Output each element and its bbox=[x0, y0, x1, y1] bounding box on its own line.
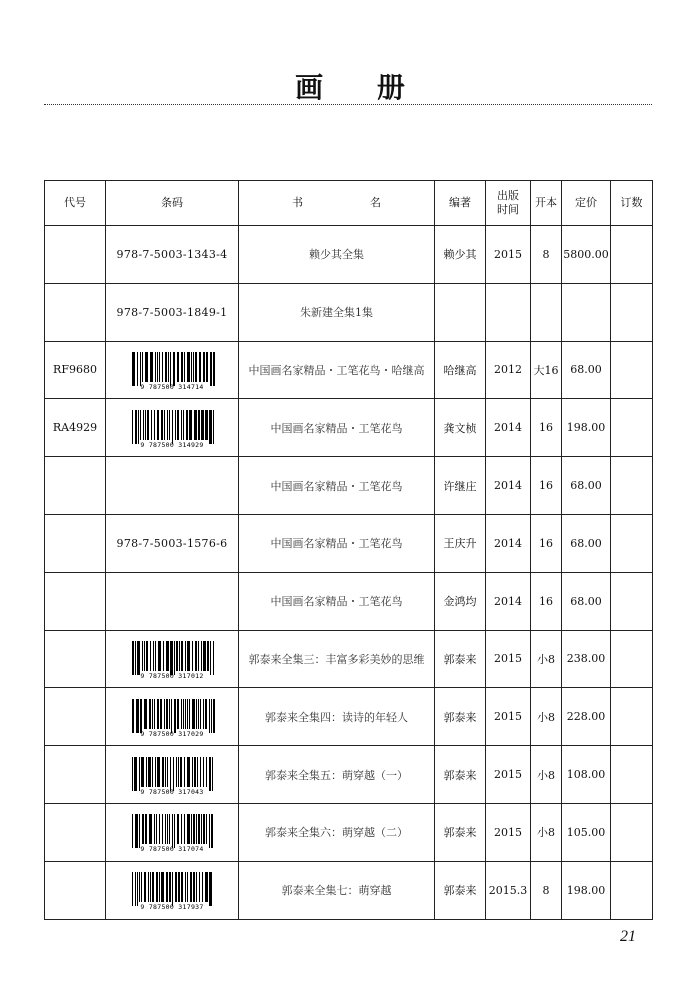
table-row bbox=[45, 572, 653, 630]
barcode-digits: 9 787500 317937 bbox=[140, 903, 204, 911]
barcode-image bbox=[124, 697, 220, 737]
header-title: 书 名 bbox=[239, 181, 435, 226]
table-row bbox=[45, 341, 653, 399]
cell-order bbox=[611, 514, 653, 572]
cell-code bbox=[45, 226, 106, 284]
header-author: 编著 bbox=[435, 181, 486, 226]
cell-code bbox=[45, 746, 106, 804]
cell-format: 16 bbox=[531, 399, 562, 457]
cell-year: 2015 bbox=[486, 803, 531, 861]
header-year bbox=[486, 181, 531, 226]
header-format: 开本 bbox=[531, 181, 562, 226]
barcode-digits: 9 787500 317012 bbox=[140, 671, 204, 679]
barcode-image bbox=[124, 639, 220, 679]
cell-price: 108.00 bbox=[562, 746, 611, 804]
cell-order bbox=[611, 341, 653, 399]
cell-year: 2015 bbox=[486, 226, 531, 284]
cell-author: 郭泰来 bbox=[435, 746, 486, 804]
cell-author: 郭泰来 bbox=[435, 861, 486, 919]
cell-year bbox=[486, 283, 531, 341]
cell-order bbox=[611, 226, 653, 284]
cell-barcode bbox=[106, 341, 239, 399]
cell-code: RA4929 bbox=[45, 399, 106, 457]
cell-barcode: 978-7-5003-1343-4 bbox=[106, 226, 239, 284]
cell-code bbox=[45, 514, 106, 572]
barcode-digits: 9 787500 314714 bbox=[140, 382, 204, 390]
table-row bbox=[45, 457, 653, 515]
cell-format: 小8 bbox=[531, 688, 562, 746]
cell-author: 许继庄 bbox=[435, 457, 486, 515]
header-year-line2: 时间 bbox=[497, 203, 519, 216]
cell-title: 中国画名家精品・工笔花鸟 bbox=[239, 399, 435, 457]
table-row bbox=[45, 226, 653, 284]
cell-code bbox=[45, 688, 106, 746]
cell-order bbox=[611, 803, 653, 861]
table-row bbox=[45, 803, 653, 861]
cell-format: 小8 bbox=[531, 630, 562, 688]
cell-format: 大16 bbox=[531, 341, 562, 399]
cell-title: 中国画名家精品・工笔花鸟 bbox=[239, 572, 435, 630]
cell-order bbox=[611, 861, 653, 919]
cell-year: 2015 bbox=[486, 746, 531, 804]
cell-title: 赖少其全集 bbox=[239, 226, 435, 284]
cell-price bbox=[562, 283, 611, 341]
cell-barcode bbox=[106, 746, 239, 804]
cell-year: 2014 bbox=[486, 514, 531, 572]
table-row bbox=[45, 630, 653, 688]
cell-barcode bbox=[106, 803, 239, 861]
cell-format: 小8 bbox=[531, 746, 562, 804]
cell-price: 5800.00 bbox=[562, 226, 611, 284]
cell-author: 郭泰来 bbox=[435, 803, 486, 861]
barcode-image bbox=[124, 350, 220, 390]
cell-price: 68.00 bbox=[562, 514, 611, 572]
cell-format: 小8 bbox=[531, 803, 562, 861]
cell-barcode bbox=[106, 572, 239, 630]
cell-year: 2015 bbox=[486, 688, 531, 746]
header-price: 定价 bbox=[562, 181, 611, 226]
cell-order bbox=[611, 688, 653, 746]
cell-format: 16 bbox=[531, 572, 562, 630]
cell-order bbox=[611, 399, 653, 457]
cell-author bbox=[435, 283, 486, 341]
cell-title: 郭泰来全集六：萌穿越（二） bbox=[239, 803, 435, 861]
page-title: 画 册 bbox=[295, 71, 427, 104]
barcode-image bbox=[124, 408, 220, 448]
header-order: 订数 bbox=[611, 181, 653, 226]
barcode-digits: 9 787500 317074 bbox=[140, 845, 204, 853]
cell-title: 郭泰来全集四：读诗的年轻人 bbox=[239, 688, 435, 746]
cell-price: 68.00 bbox=[562, 457, 611, 515]
cell-year: 2012 bbox=[486, 341, 531, 399]
barcode-digits: 9 787500 314929 bbox=[140, 440, 204, 448]
barcode-digits: 9 787500 317029 bbox=[140, 729, 204, 737]
cell-code bbox=[45, 630, 106, 688]
cell-order bbox=[611, 572, 653, 630]
cell-author: 金鸿均 bbox=[435, 572, 486, 630]
cell-price: 238.00 bbox=[562, 630, 611, 688]
cell-price: 68.00 bbox=[562, 341, 611, 399]
barcode-image bbox=[124, 870, 220, 910]
cell-code bbox=[45, 861, 106, 919]
cell-order bbox=[611, 457, 653, 515]
table-row bbox=[45, 746, 653, 804]
cell-format: 8 bbox=[531, 226, 562, 284]
cell-barcode bbox=[106, 457, 239, 515]
cell-year: 2015 bbox=[486, 630, 531, 688]
cell-year: 2014 bbox=[486, 572, 531, 630]
table-row bbox=[45, 399, 653, 457]
cell-author: 哈继高 bbox=[435, 341, 486, 399]
cell-title: 中国画名家精品・工笔花鸟 bbox=[239, 514, 435, 572]
cell-code: RF9680 bbox=[45, 341, 106, 399]
catalog-table bbox=[44, 180, 653, 920]
cell-order bbox=[611, 630, 653, 688]
cell-author: 郭泰来 bbox=[435, 630, 486, 688]
cell-barcode bbox=[106, 630, 239, 688]
cell-author: 赖少其 bbox=[435, 226, 486, 284]
table-row bbox=[45, 514, 653, 572]
table-header-row bbox=[45, 181, 653, 226]
cell-title: 朱新建全集1集 bbox=[239, 283, 435, 341]
cell-title: 郭泰来全集五：萌穿越（一） bbox=[239, 746, 435, 804]
header-code: 代号 bbox=[45, 181, 106, 226]
barcode-image bbox=[124, 812, 220, 852]
cell-title: 郭泰来全集七：萌穿越 bbox=[239, 861, 435, 919]
dotted-divider bbox=[44, 104, 652, 105]
cell-author: 王庆升 bbox=[435, 514, 486, 572]
cell-barcode bbox=[106, 861, 239, 919]
cell-title: 中国画名家精品・工笔花鸟 bbox=[239, 457, 435, 515]
cell-order bbox=[611, 283, 653, 341]
header-barcode: 条码 bbox=[106, 181, 239, 226]
cell-format: 16 bbox=[531, 457, 562, 515]
cell-price: 198.00 bbox=[562, 861, 611, 919]
cell-year: 2015.3 bbox=[486, 861, 531, 919]
cell-price: 228.00 bbox=[562, 688, 611, 746]
cell-price: 105.00 bbox=[562, 803, 611, 861]
cell-author: 郭泰来 bbox=[435, 688, 486, 746]
cell-title: 郭泰来全集三：丰富多彩美妙的思维 bbox=[239, 630, 435, 688]
cell-year: 2014 bbox=[486, 399, 531, 457]
cell-barcode bbox=[106, 688, 239, 746]
cell-price: 198.00 bbox=[562, 399, 611, 457]
cell-price: 68.00 bbox=[562, 572, 611, 630]
page-number: 21 bbox=[620, 928, 636, 945]
cell-barcode: 978-7-5003-1849-1 bbox=[106, 283, 239, 341]
cell-author: 龚文桢 bbox=[435, 399, 486, 457]
cell-code bbox=[45, 283, 106, 341]
barcode-image bbox=[124, 755, 220, 795]
table-row bbox=[45, 861, 653, 919]
cell-order bbox=[611, 746, 653, 804]
header-year-line1: 出版 bbox=[497, 189, 519, 202]
cell-format bbox=[531, 283, 562, 341]
table-row bbox=[45, 283, 653, 341]
cell-code bbox=[45, 803, 106, 861]
table-row bbox=[45, 688, 653, 746]
cell-barcode bbox=[106, 399, 239, 457]
cell-barcode: 978-7-5003-1576-6 bbox=[106, 514, 239, 572]
cell-code bbox=[45, 572, 106, 630]
barcode-digits: 9 787500 317043 bbox=[140, 787, 204, 795]
cell-code bbox=[45, 457, 106, 515]
cell-year: 2014 bbox=[486, 457, 531, 515]
table-body bbox=[45, 226, 653, 920]
cell-format: 16 bbox=[531, 514, 562, 572]
cell-format: 8 bbox=[531, 861, 562, 919]
cell-title: 中国画名家精品・工笔花鸟・哈继高 bbox=[239, 341, 435, 399]
